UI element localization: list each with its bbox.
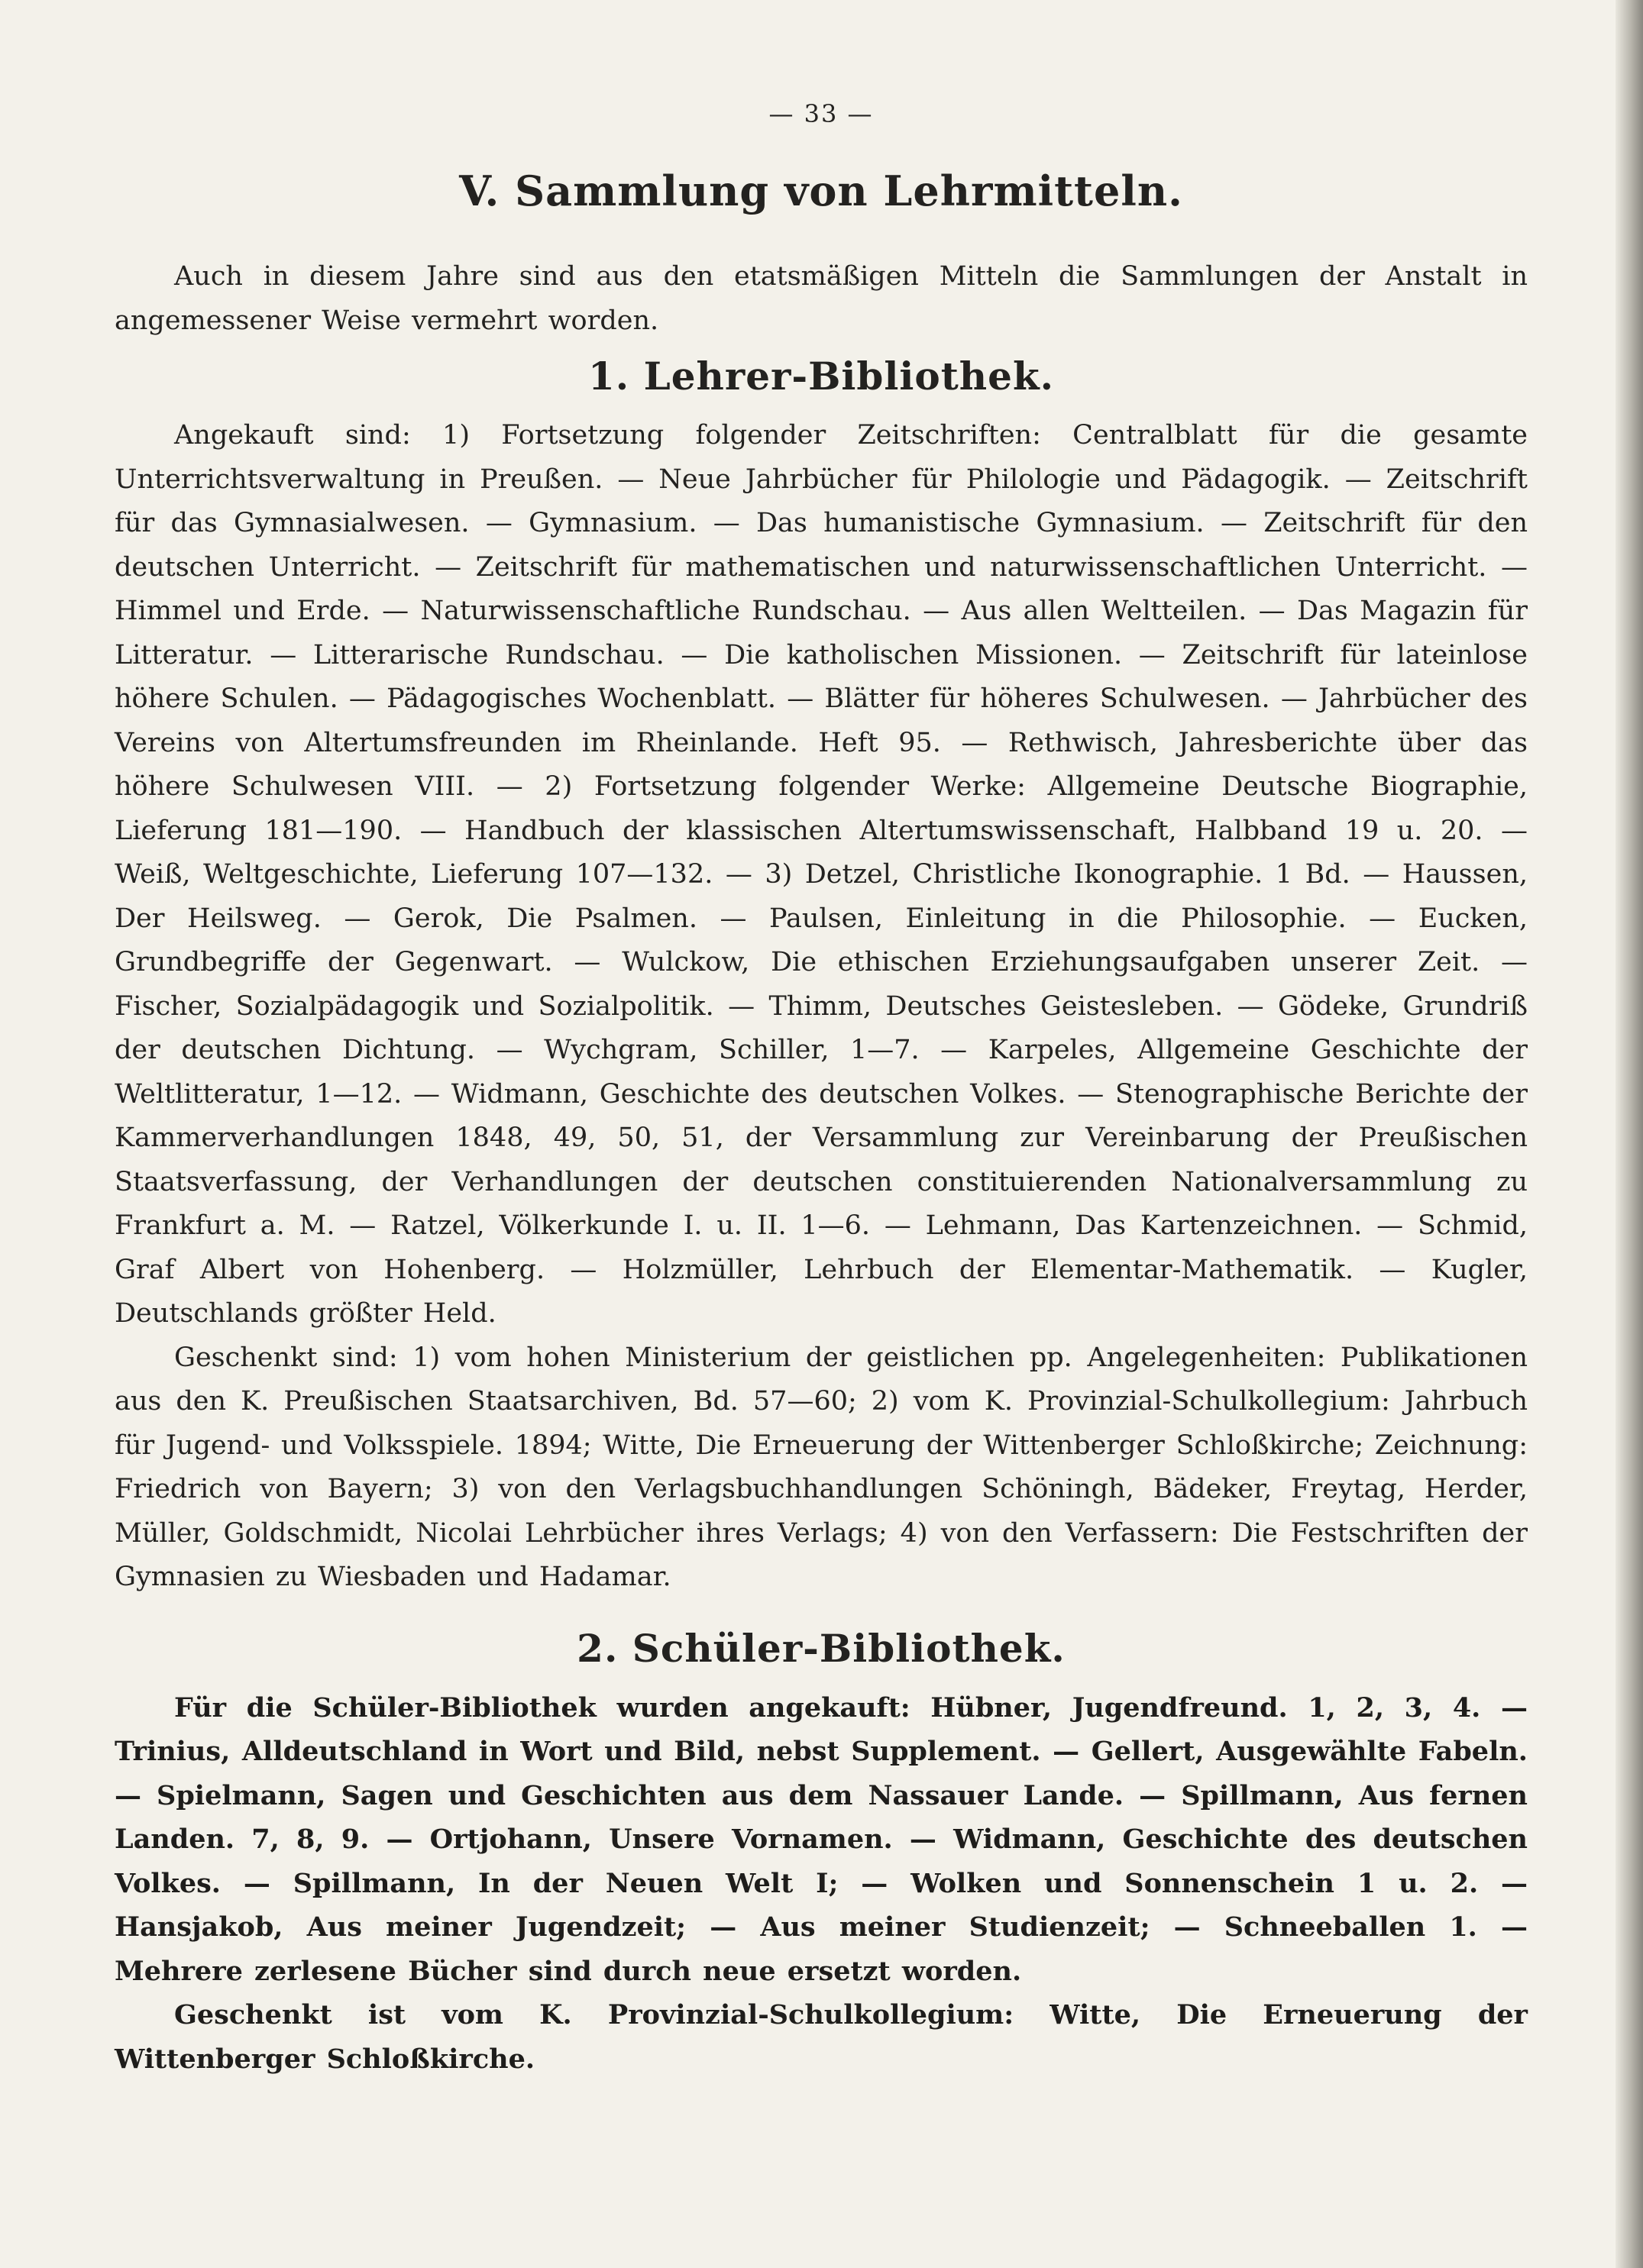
lehrer-bibliothek-angekauft: Angekauft sind: 1) Fortsetzung folgender Zeitschriften: Centralblatt für die gesamte Unterrichtsverwaltung in Preußen. — Neue Jahrbücher für Philologie und Pädagogik. — Zeitschrift für das Gymnasialwesen. — Gymnasium. — Das humanistische Gymnasium. — Zeitschrift für den deutschen Unterricht. — Zeitschrift für mathematischen und naturwissenschaftlichen Unterricht. — Himmel und Erde. — Naturwissenschaftliche Rundschau. — Aus allen Weltteilen. — Das Magazin für Litteratur. — Litterarische Rundschau. — Die katholischen Missionen. — Zeitschrift für lateinlose höhere Schulen. — Pädagogisches Wochenblatt. — Blätter für höheres Schulwesen. — Jahrbücher des Vereins von Altertumsfreunden im Rheinlande. Heft 95. — Rethwisch, Jahresberichte über das höhere Schulwesen VIII. — 2) Fortsetzung folgender Werke: Allgemeine Deutsche Biographie, Lieferung 181—190. — Handbuch der klassischen Altertumswissenschaft, Halbband 19 u. 20. — Weiß, Weltgeschichte, Lieferung 107—132. — 3) Detzel, Christliche Ikonographie. 1 Bd. — Haussen, Der Heilsweg. — Gerok, Die Psalmen. — Paulsen, Einleitung in die Philosophie. — Eucken, Grundbegriffe der Gegenwart. — Wulckow, Die ethischen Erziehungsaufgaben unserer Zeit. — Fischer, Sozialpädagogik und Sozialpolitik. — Thimm, Deutsches Geistesleben. — Gödeke, Grundriß der deutschen Dichtung. — Wychgram, Schiller, 1—7. — Karpeles, Allgemeine Geschichte der Weltlitteratur, 1—12. — Widmann, Geschichte des deutschen Volkes. — Stenographische Berichte der Kammerverhandlungen 1848, 49, 50, 51, der Versammlung zur Vereinbarung der Preußischen Staatsverfassung, der Verhandlungen der deutschen constituierenden Nationalversammlung zu Frankfurt a. M. — Ratzel, Völkerkunde I. u. II. 1—6. — Lehmann, Das Kartenzeichnen. — Schmid, Graf Albert von Hohenberg. — Holzmüller, Lehrbuch der Elementar-Mathematik. — Kugler, Deutschlands größter Held. xyxy=(115,420,1528,1329)
lehrer-bibliothek-title: 1. Lehrer-Bibliothek. xyxy=(587,354,1055,399)
document-page xyxy=(115,99,1528,2081)
page-edge-shadow xyxy=(1616,0,1643,2268)
page-number: — 33 — xyxy=(768,99,874,128)
schueler-bibliothek-angekauft: Für die Schüler-Bibliothek wurden angekauft: Hübner, Jugendfreund. 1, 2, 3, 4. — Trinius, Alldeutschland in Wort und Bild, nebst Supplement. — Gellert, Ausgewählte Fabeln. — Spielmann, Sagen und Geschichten aus dem Nassauer Lande. — Spillmann, Aus fernen Landen. 7, 8, 9. — Ortjohann, Unsere Vornamen. — Widmann, Geschichte des deutschen Volkes. — Spillmann, In der Neuen Welt I; — Wolken und Sonnenschein 1 u. 2. — Hansjakob, Aus meiner Jugendzeit; — Aus meiner Studienzeit; — Schneeballen 1. — Mehrere zerlesene Bücher sind durch neue ersetzt worden. xyxy=(115,1691,1528,1987)
section-title: V. Sammlung von Lehrmitteln. xyxy=(459,166,1183,215)
schueler-bibliothek-geschenkt: Geschenkt ist vom K. Provinzial-Schulkollegium: Witte, Die Erneuerung der Wittenberger Schloßkirche. xyxy=(115,1999,1528,2075)
schueler-bibliothek-title: 2. Schüler-Bibliothek. xyxy=(577,1625,1066,1671)
section-intro: Auch in diesem Jahre sind aus den etatsmäßigen Mitteln die Sammlungen der Anstalt in angemessener Weise vermehrt worden. xyxy=(115,261,1528,336)
lehrer-bibliothek-geschenkt: Geschenkt sind: 1) vom hohen Ministerium der geistlichen pp. Angelegenheiten: Publikationen aus den K. Preußischen Staatsarchiven, Bd. 57—60; 2) vom K. Provinzial-Schulkollegium: Jahrbuch für Jugend- und Volksspiele. 1894; Witte, Die Erneuerung der Wittenberger Schloßkirche; Zeichnung: Friedrich von Bayern; 3) von den Verlagsbuchhandlungen Schöningh, Bädeker, Freytag, Herder, Müller, Goldschmidt, Nicolai Lehrbücher ihres Verlags; 4) von den Verfassern: Die Festschriften der Gymnasien zu Wiesbaden und Hadamar. xyxy=(115,1342,1528,1592)
